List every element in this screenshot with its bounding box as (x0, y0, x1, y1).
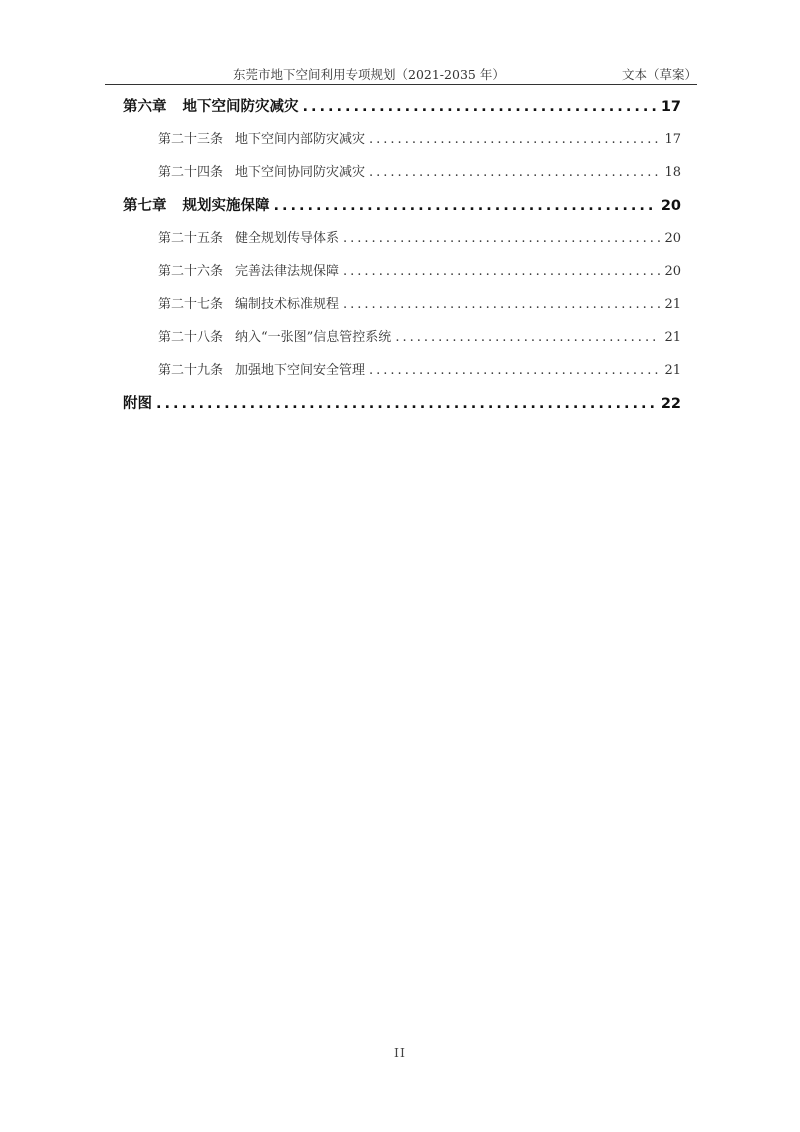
toc-entry-title: 加强地下空间安全管理 (235, 363, 366, 378)
toc-entry-title: 纳入“一张图”信息管控系统 (235, 330, 392, 345)
toc-entry-page: 18 (664, 165, 681, 180)
toc-article-entry[interactable] (123, 359, 681, 392)
toc-entry-number: 第二十七条 (158, 297, 224, 312)
toc-entry-title: 附图 (123, 396, 152, 412)
toc-entry-title: 规划实施保障 (182, 198, 270, 214)
toc-entry-number: 第六章 (123, 99, 167, 115)
toc-dot-leader (156, 392, 657, 416)
toc-entry-number: 第二十六条 (158, 264, 224, 279)
toc-entry-title: 地下空间内部防灾减灾 (235, 132, 366, 147)
toc-entry-number: 第七章 (123, 198, 167, 214)
toc-entry-page: 20 (664, 264, 681, 279)
toc-entry-title: 编制技术标准规程 (235, 297, 340, 312)
toc-entry-title: 地下空间防灾减灾 (182, 99, 299, 115)
toc-article-entry[interactable] (123, 128, 681, 161)
toc-entry-title: 地下空间协同防灾减灾 (235, 165, 366, 180)
toc-article-entry[interactable] (123, 161, 681, 194)
toc-dot-leader (369, 161, 660, 185)
toc-dot-leader (343, 260, 660, 284)
toc-article-entry[interactable] (123, 260, 681, 293)
toc-article-entry[interactable] (123, 293, 681, 326)
page-number: II (394, 1045, 406, 1060)
toc-entry-page: 21 (664, 363, 681, 378)
toc-dot-leader (369, 128, 660, 152)
toc-dot-leader (274, 194, 657, 218)
toc-article-entry[interactable] (123, 227, 681, 260)
toc-entry-page: 22 (660, 396, 681, 412)
toc-entry-number: 第二十九条 (158, 363, 224, 378)
table-of-contents (123, 95, 681, 425)
toc-article-entry[interactable] (123, 326, 681, 359)
toc-entry-number: 第二十五条 (158, 231, 224, 246)
toc-dot-leader (369, 359, 660, 383)
toc-chapter-entry[interactable] (123, 392, 681, 425)
toc-dot-leader (395, 326, 660, 350)
toc-entry-page: 20 (664, 231, 681, 246)
toc-chapter-entry[interactable] (123, 95, 681, 128)
toc-entry-title: 完善法律法规保障 (235, 264, 340, 279)
toc-entry-page: 20 (660, 198, 681, 214)
document-title: 东莞市地下空间利用专项规划（2021-2035 年） (233, 67, 505, 82)
toc-entry-page: 21 (664, 297, 681, 312)
toc-entry-page: 21 (664, 330, 681, 345)
toc-dot-leader (343, 293, 660, 317)
toc-entry-number: 第二十四条 (158, 165, 224, 180)
toc-entry-number: 第二十八条 (158, 330, 224, 345)
document-type: 文本（草案） (621, 67, 697, 82)
toc-entry-title: 健全规划传导体系 (235, 231, 340, 246)
toc-entry-number: 第二十三条 (158, 132, 224, 147)
page-header (105, 64, 697, 85)
toc-chapter-entry[interactable] (123, 194, 681, 227)
toc-dot-leader (343, 227, 660, 251)
toc-entry-page: 17 (660, 99, 681, 115)
toc-dot-leader (303, 95, 657, 119)
toc-entry-page: 17 (664, 132, 681, 147)
